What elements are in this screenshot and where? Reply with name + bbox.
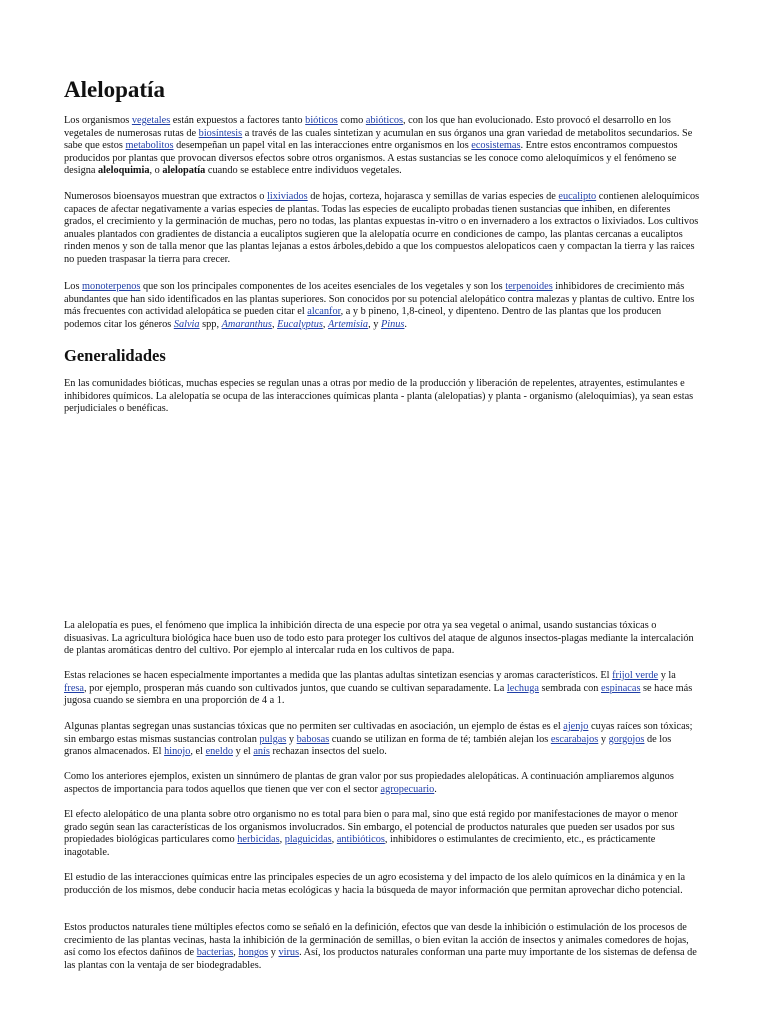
- link-antibioticos[interactable]: antibióticos: [336, 834, 385, 845]
- link-virus[interactable]: virus: [278, 947, 300, 958]
- link-espinacas[interactable]: espinacas: [601, 682, 641, 694]
- paragraph-intro: Los organismos vegetales están expuestos a factores tanto bióticos como abióticos, con los que han evolucionado. Esto provocó el desarrollo en los vegetales de numerosas rutas de biosíntesis a través de las cuales sintetizan y acumulan en sus órganos una gran variedad de metabolitos secundarios. Se sabe que estos metabolitos desempeñan un papel vital en las interacciones entre organismos en los ecosistemas. Entre estos encontramos compuestos producidos por plantas que provocan diversos efectos sobre otros organismos. A estas sustancias se les conoce como aleloquímicos y el fenómeno se designa aleloquimia, o alelopatía cuando se establece entre individuos vegetales.: [64, 115, 693, 176]
- page-title: Alelopatía: [64, 77, 165, 102]
- link-herbicidas[interactable]: herbicidas: [237, 834, 280, 845]
- link-amaranthus[interactable]: Amaranthus: [221, 318, 272, 330]
- link-eucalyptus[interactable]: Eucalyptus: [277, 318, 323, 330]
- link-anis[interactable]: anís: [253, 746, 270, 757]
- link-alcanfor[interactable]: alcanfor: [307, 306, 341, 317]
- link-bioticos[interactable]: bióticos: [305, 115, 338, 126]
- link-ecosistemas[interactable]: ecosistemas: [471, 140, 521, 151]
- paragraph-eucalipto: Numerosos bioensayos muestran que extractos o lixiviados de hojas, corteza, hojarasca y semillas de varias especies de eucalipto contienen aleloquímicos capaces de afectar negativamente a varias especies de plantas. Todas las especies de eucalipto probadas tienen sustancias que inhiben, en diferentes grados, el crecimiento y la germinación de muchas, pero no todas, las plantas expuestas in-vitro o en invernadero a los extractos o lixiviados. Los cultivos anuales plantados con gradientes de distancia a eucaliptos sugieren que la alelopatía ocurre en condiciones de campo, las plantas cercanas a eucaliptos rinden menos y son de talla menor que las plantas lejanas a estos árboles,debido a que los compuestos alelopaticos caen y compactan la tierra y las raices no pueden traspasar la tierra para crecer.: [64, 191, 700, 265]
- link-bacterias[interactable]: bacterias: [196, 947, 234, 958]
- link-escarabajos[interactable]: escarabajos: [550, 733, 599, 745]
- link-biosintesis[interactable]: biosíntesis: [198, 127, 243, 139]
- link-eucalipto[interactable]: eucalipto: [558, 191, 597, 202]
- link-lixiviados[interactable]: lixiviados: [267, 191, 308, 202]
- blank-content-area: [64, 425, 700, 620]
- link-pulgas[interactable]: pulgas: [259, 733, 287, 745]
- link-monoterpenos[interactable]: monoterpenos: [82, 281, 141, 292]
- link-hongos[interactable]: hongos: [238, 947, 269, 958]
- section-heading-generalidades: Generalidades: [64, 346, 166, 365]
- link-frijol-verde[interactable]: frijol verde: [612, 670, 659, 681]
- link-hinojo[interactable]: hinojo: [164, 746, 191, 757]
- link-agropecuario[interactable]: agropecuario: [380, 783, 435, 795]
- paragraph-definicion: La alelopatía es pues, el fenómeno que implica la inhibición directa de una especie por otra ya sea vegetal o animal, usando sustancias tóxicas o disuasivas. La agricultura biológica hace buen uso de todo esto para proteger los cultivos del ataque de algunos insectos-plagas mediante la intercalación de plantas aromáticas dentro del cultivo. Por ejemplo al intercalar ruda en los cultivos de papa.: [64, 620, 694, 656]
- bold-aleloquimia: aleloquimia: [98, 165, 150, 176]
- paragraph-ejemplos: Como los anteriores ejemplos, existen un sinnúmero de plantas de gran valor por sus propiedades alelopáticas. A continuación ampliaremos algunos aspectos de importancia para todos aquellos que tienen que ver con el sector agropecuario.: [64, 771, 674, 795]
- link-eneldo[interactable]: eneldo: [205, 746, 234, 757]
- paragraph-productos: Estos productos naturales tiene múltiples efectos como se señaló en la definición, efectos que van desde la inhibición o estimulación de los procesos de crecimiento de las plantas vecinas, hasta la inhibición de la germinación de semillas, o bien evitan la acción de insectos y animales comedores de hojas, así como los efectos dañinos de bacterias, hongos y virus. Así, los productos naturales conforman una parte muy importante de los sistemas de defensa de las plantas con la ventaja de ser biodegradables.: [64, 922, 697, 971]
- link-plaguicidas[interactable]: plaguicidas: [284, 834, 332, 845]
- link-ajenjo[interactable]: ajenjo: [563, 721, 589, 732]
- link-babosas[interactable]: babosas: [296, 733, 330, 745]
- paragraph-toxicas: Algunas plantas segregan unas sustancias tóxicas que no permiten ser cultivadas en asociación, un ejemplo de éstas es el ajenjo cuyas raíces son tóxicas; sin embargo estas mismas sustancias controlan pulgas y babosas cuando se utilizan en forma de té; también alejan los escarabajos y gorgojos de los granos almacenados. El hinojo, el eneldo y el anís rechazan insectos del suelo.: [64, 721, 693, 757]
- paragraph-comunidades: En las comunidades bióticas, muchas especies se regulan unas a otras por medio de la producción y liberación de repelentes, atrayentes, estimulantes e inhibidores químicos. La alelopatía se ocupa de las interacciones químicas planta - planta (alelopatias) y planta - organismo (aleloquimias), ya sean estas perjudiciales o benéficas.: [64, 378, 694, 414]
- link-pinus[interactable]: Pinus: [380, 318, 405, 330]
- link-vegetales[interactable]: vegetales: [131, 115, 171, 126]
- paragraph-efecto: El efecto alelopático de una planta sobre otro organismo no es total para bien o para mal, sino que está regido por manifestaciones de mayor o menor grado según sean las características de los organismos involucrados. Sin embargo, el potencial de productos naturales que pueden ser usados por sus propiedades biológicas particulares como herbicidas, plaguicidas, antibióticos, inhibidores o estimulantes de crecimiento, etc., es prácticamente inagotable.: [64, 809, 678, 858]
- link-abioticos[interactable]: abióticos: [365, 115, 403, 126]
- paragraph-estudio: El estudio de las interacciones químicas entre las principales especies de un agro ecosistema y del impacto de los alelo químicos en la dinámica y en la producción de los mismos, debe conducir hacia metas ecológicas y hacia la búsqueda de mayor información que permitan aprovechar dicho potencial.: [64, 872, 686, 896]
- link-terpenoides[interactable]: terpenoides: [505, 281, 553, 292]
- link-artemisia[interactable]: Artemisia: [328, 318, 369, 330]
- link-lechuga[interactable]: lechuga: [506, 682, 539, 694]
- paragraph-relaciones: Estas relaciones se hacen especialmente importantes a medida que las plantas adultas sintetizan esencias y aromas característicos. El frijol verde y la fresa, por ejemplo, prosperan más cuando son cultivados juntos, que cuando se cultivan separadamente. La lechuga sembrada con espinacas se hace más jugosa cuando se siembra en una proporción de 4 a 1.: [64, 670, 693, 706]
- link-metabolitos[interactable]: metabolitos: [125, 140, 174, 151]
- link-fresa[interactable]: fresa: [64, 682, 85, 694]
- link-gorgojos[interactable]: gorgojos: [608, 733, 645, 745]
- paragraph-monoterpenos: Los monoterpenos que son los principales componentes de los aceites esenciales de los vegetales y son los terpenoides inhibidores de crecimiento más abundantes que han sido identificados en las plantas superiores. Son conocidos por su potencial alelopático contra malezas y plantas de cultivo. Entre los más frecuentes con actividad alelopática se pueden citar el alcanfor, a y b pineno, 1,8-cineol, y dipenteno. Dentro de las plantas que los producen podemos citar los géneros Salvia spp, Amaranthus, Eucalyptus, Artemisia, y Pinus.: [64, 281, 695, 330]
- link-salvia[interactable]: Salvia: [173, 318, 200, 330]
- bold-alelopatia: alelopatía: [162, 165, 206, 176]
